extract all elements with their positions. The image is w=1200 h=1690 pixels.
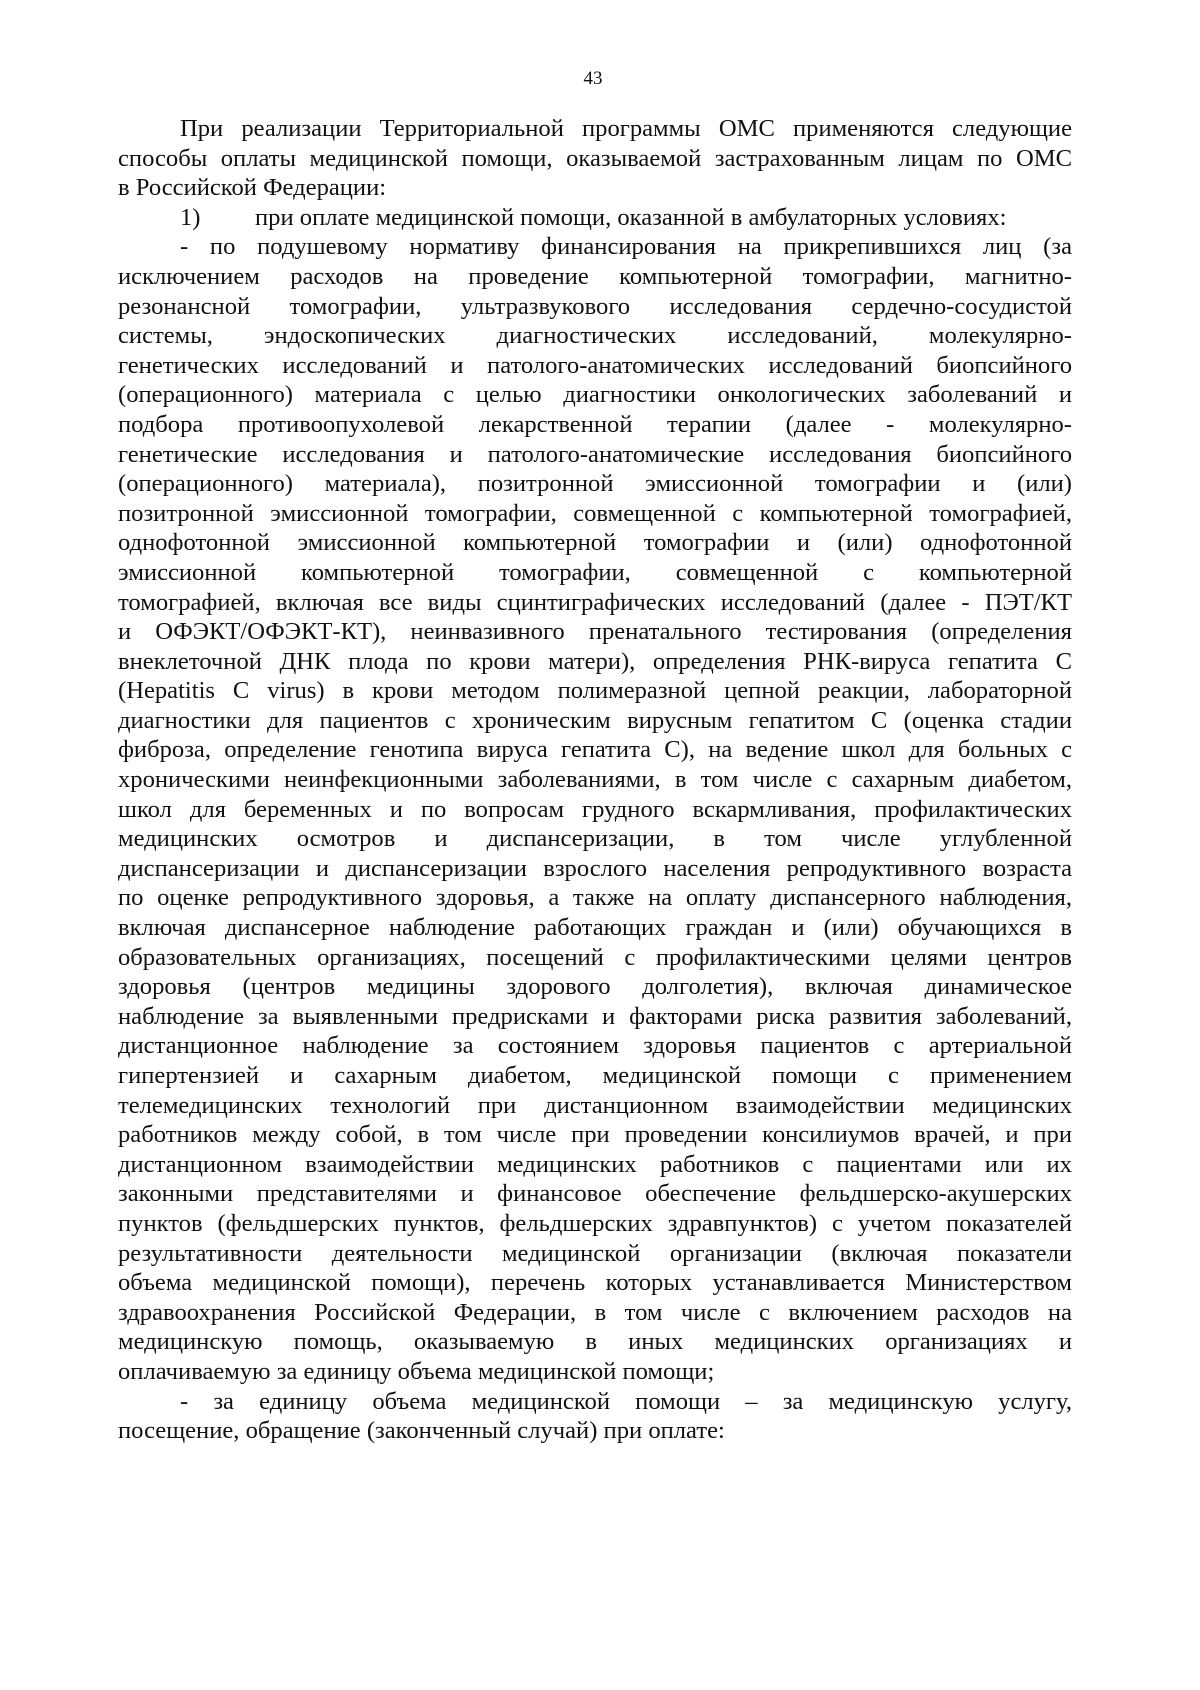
text-line: (операционного) материала), позитронной эмиссионной томографии и (или) [118,470,1072,498]
text-line: эмиссионной компьютерной томографии, совмещенной с компьютерной [118,558,1072,586]
text-line: дистанционном взаимодействии медицинских работников с пациентами или их [118,1150,1072,1178]
text-line: дистанционное наблюдение за состоянием здоровья пациентов с артериальной [118,1032,1072,1060]
text-line: законными представителями и финансовое обеспечение фельдшерско-акушерских [118,1180,1072,1208]
page-number: 43 [583,68,603,89]
text-line: диспансеризации и диспансеризации взрослого населения репродуктивного возраста [118,854,1072,882]
text-line: гипертензией и сахарным диабетом, медицинской помощи с применением [118,1062,1072,1089]
text-line: хроническими неинфекционными заболеваниями, в том числе с сахарным диабетом, [118,766,1072,794]
list-item [118,203,1072,233]
text-line [118,203,1072,233]
text-line: позитронной эмиссионной томографии, совмещенной с компьютерной томографией, [118,499,1072,527]
text-line: (операционного) материала с целью диагностики онкологических заболеваний и [118,381,1072,409]
text-line: наблюдение за выявленными предрисками и факторами риска развития заболеваний, [118,1002,1072,1030]
text-line: образовательных организациях, посещений с профилактическими целями центров [118,943,1072,971]
text-line: системы, эндоскопических диагностических исследований, молекулярно- [118,322,1072,350]
paragraph [118,1387,1072,1446]
list-item-text: при оплате медицинской помощи, оказанной в амбулаторных условиях: [255,203,1007,231]
text-line: и ОФЭКТ/ОФЭКТ-КТ), неинвазивного пренатального тестирования (определения [118,618,1072,646]
text-line: пунктов (фельдшерских пунктов, фельдшерских здравпунктов) с учетом показателей [118,1209,1072,1237]
text-line: по оценке репродуктивного здоровья, а также на оплату диспансерного наблюдения, [118,884,1072,912]
text-line: томографией, включая все виды сцинтиграфических исследований (далее - ПЭТ/КТ [118,588,1072,616]
text-line: медицинскую помощь, оказываемую в иных медицинских организациях и [118,1328,1072,1356]
text-line: - по подушевому нормативу финансирования на прикрепившихся лиц (за [180,233,1072,261]
text-line: генетические исследования и патолого-анатомические исследования биопсийного [118,440,1072,468]
text-line: диагностики для пациентов с хроническим вирусным гепатитом С (оценка стадии [118,706,1072,734]
text-line: внеклеточной ДНК плода по крови матери), определения РНК-вируса гепатита С [118,647,1072,675]
document-body [118,114,1072,1446]
paragraph [118,114,1072,203]
text-line: генетических исследований и патолого-анатомических исследований биопсийного [118,351,1072,379]
text-line: (Hepatitis C virus) в крови методом полимеразной цепной реакции, лабораторной [118,677,1072,705]
text-line: фиброза, определение генотипа вируса гепатита С), на ведение школ для больных с [118,736,1072,764]
text-line: оплачиваемую за единицу объема медицинской помощи; [118,1357,715,1385]
text-line: здравоохранения Российской Федерации, в том числе с включением расходов на [118,1298,1072,1326]
list-number: 1) [180,203,201,231]
text-line: включая диспансерное наблюдение работающих граждан и (или) обучающихся в [118,914,1072,942]
text-line: - за единицу объема медицинской помощи – за медицинскую услугу, [180,1387,1072,1415]
text-line: исключением расходов на проведение компьютерной томографии, магнитно- [118,262,1072,290]
text-line: посещение, обращение (законченный случай) при оплате: [118,1417,725,1445]
text-line: объема медицинской помощи), перечень которых устанавливается Министерством [118,1269,1072,1297]
text-line: При реализации Территориальной программы ОМС применяются следующие [180,115,1072,142]
text-line: способы оплаты медицинской помощи, оказываемой застрахованным лицам по ОМС [118,144,1072,172]
text-line: телемедицинских технологий при дистанционном взаимодействии медицинских [118,1091,1072,1119]
text-line: медицинских осмотров и диспансеризации, в том числе углубленной [118,825,1072,853]
text-line: подбора противоопухолевой лекарственной терапии (далее - молекулярно- [118,410,1072,438]
text-line: в Российской Федерации: [118,174,387,202]
paragraph [118,232,1072,1386]
text-line: здоровья (центров медицины здорового долголетия), включая динамическое [118,973,1072,1001]
text-line: работников между собой, в том числе при проведении консилиумов врачей, и при [118,1121,1072,1149]
text-line: однофотонной эмиссионной компьютерной томографии и (или) однофотонной [118,529,1072,557]
text-line: результативности деятельности медицинской организации (включая показатели [118,1239,1072,1267]
text-line: резонансной томографии, ультразвукового исследования сердечно-сосудистой [118,292,1072,320]
text-line: школ для беременных и по вопросам грудного вскармливания, профилактических [118,795,1072,823]
